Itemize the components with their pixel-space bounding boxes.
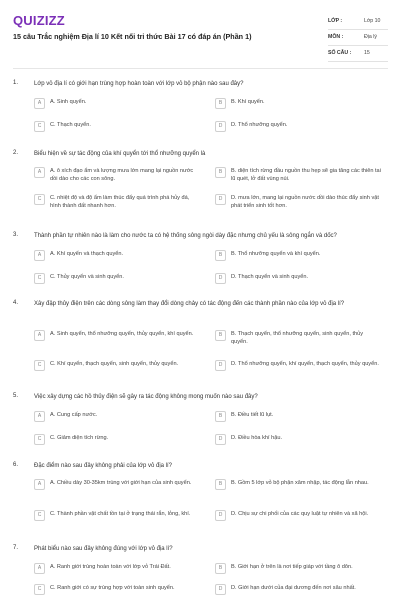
question-number: 5. bbox=[13, 393, 19, 399]
option-text: D. Giới hạn dưới của đại dương đến nơi sâu nhất. bbox=[231, 585, 356, 591]
option-letter: D bbox=[215, 584, 226, 595]
question-text: Biểu hiện về sự tác động của khí quyển tới thổ nhưỡng quyển là bbox=[34, 151, 206, 157]
meta-row-subject bbox=[328, 30, 388, 46]
option-letter: A bbox=[34, 250, 45, 261]
meta-row-class bbox=[328, 14, 388, 30]
option-letter: C bbox=[34, 510, 45, 521]
option-text: B. Khí quyển. bbox=[231, 99, 265, 105]
option-text: A. ô xích đạo ẩm và lượng mưa lớn mang lại nguồn nước dồi dào cho các con sông. bbox=[50, 168, 194, 182]
option-text: C. Giảm diện tích rừng. bbox=[50, 435, 109, 441]
option-letter: C bbox=[34, 434, 45, 445]
option-text: A. Sinh quyển. bbox=[50, 99, 87, 105]
option-text: A. Khí quyển và thạch quyển. bbox=[50, 251, 124, 257]
header-divider bbox=[13, 68, 388, 69]
option-letter: B bbox=[215, 250, 226, 261]
option-text: C. Thành phần vật chất tồn tại ở trạng thái rắn, lỏng, khí. bbox=[50, 511, 191, 517]
option-letter: A bbox=[34, 563, 45, 574]
option-letter: B bbox=[215, 563, 226, 574]
meta-label: MÔN : bbox=[328, 34, 344, 40]
option-text: D. Chịu sự chi phối của các quy luật tự nhiên và xã hội. bbox=[231, 511, 369, 517]
option-text: D. Thạch quyển và sinh quyển. bbox=[231, 274, 309, 280]
option-text: A. Sinh quyển, thổ nhưỡng quyển, thủy quyển, khí quyển. bbox=[50, 331, 194, 337]
option-text: B. Thổ nhưỡng quyển và khí quyển. bbox=[231, 251, 321, 257]
option-letter: B bbox=[215, 167, 226, 178]
question-number: 3. bbox=[13, 232, 19, 238]
question-text: Xây đập thủy điện trên các dòng sông làm thay đổi dòng chảy có tác động đến các thành phần nào của lớp vỏ địa lí? bbox=[34, 301, 345, 307]
option-letter: B bbox=[215, 411, 226, 422]
question-number: 4. bbox=[13, 300, 19, 306]
meta-label: LỚP : bbox=[328, 18, 343, 24]
question-number: 6. bbox=[13, 462, 19, 468]
option-text: C. nhiệt độ và độ ẩm làm thúc đẩy quá trình phá hủy đá, hình thành đất nhanh hơn. bbox=[50, 195, 190, 209]
option-text: D. Điều hòa khí hậu. bbox=[231, 435, 282, 441]
option-text: D. Thổ nhưỡng quyển. bbox=[231, 122, 288, 128]
option-letter: A bbox=[34, 411, 45, 422]
option-letter: A bbox=[34, 167, 45, 178]
option-text: C. Thạch quyển. bbox=[50, 122, 91, 128]
meta-value: Địa lý bbox=[364, 34, 377, 40]
question-text: Phát biểu nào sau đây không đúng với lớp vỏ địa lí? bbox=[34, 546, 173, 552]
option-letter: A bbox=[34, 479, 45, 490]
option-letter: B bbox=[215, 98, 226, 109]
quiz-meta bbox=[328, 14, 388, 62]
option-letter: C bbox=[34, 121, 45, 132]
question-text: Đặc điểm nào sau đây không phải của lớp vỏ địa lí? bbox=[34, 463, 173, 469]
option-letter: B bbox=[215, 479, 226, 490]
option-text: B. diện tích rừng đầu nguồn thu hẹp sẽ gia tăng các thiên tai lũ quét, lở đất vùng núi. bbox=[231, 168, 381, 182]
question-text: Thành phần tự nhiên nào là làm cho nước ta có hệ thống sông ngòi dày đặc nhưng chủ yếu là sông ngắn và dốc? bbox=[34, 233, 337, 239]
question-number: 7. bbox=[13, 545, 19, 551]
option-letter: D bbox=[215, 434, 226, 445]
option-letter: C bbox=[34, 273, 45, 284]
question-number: 1. bbox=[13, 80, 19, 86]
question-number: 2. bbox=[13, 150, 19, 156]
option-text: C. Khí quyển, thạch quyển, sinh quyển, thủy quyển. bbox=[50, 361, 179, 367]
meta-value: 15 bbox=[364, 50, 370, 56]
option-text: C. Ranh giới có sự trùng hợp với toàn sinh quyển. bbox=[50, 585, 175, 591]
meta-value: Lớp 10 bbox=[364, 18, 381, 24]
option-letter: D bbox=[215, 510, 226, 521]
option-text: B. Giới hạn ở trên là nơi tiếp giáp với tầng ô dôn. bbox=[231, 564, 353, 570]
option-text: A. Ranh giới trùng hoàn toàn với lớp vỏ Trái Đất. bbox=[50, 564, 171, 570]
option-letter: B bbox=[215, 330, 226, 341]
option-letter: D bbox=[215, 360, 226, 371]
quizizz-logo[interactable]: QUIZIZZ bbox=[13, 13, 65, 28]
option-letter: A bbox=[34, 98, 45, 109]
option-text: A. Chiều dày 30-35km trùng với giới hạn của sinh quyển. bbox=[50, 480, 192, 486]
option-text: A. Cung cấp nước. bbox=[50, 412, 98, 418]
question-text: Việc xây dựng các hồ thủy điện sẽ gây ra tác động không mong muốn nào sau đây? bbox=[34, 394, 258, 400]
option-letter: C bbox=[34, 584, 45, 595]
option-letter: C bbox=[34, 194, 45, 205]
option-letter: D bbox=[215, 273, 226, 284]
option-text: D. Thổ nhưỡng quyển, khí quyển, thạch quyển, thủy quyển. bbox=[231, 361, 379, 367]
option-text: B. Gồm 5 lớp vỏ bộ phận xâm nhập, tác động lẫn nhau. bbox=[231, 480, 369, 486]
page-header bbox=[0, 0, 400, 70]
meta-label: SỐ CÂU : bbox=[328, 50, 352, 56]
option-text: B. Điều tiết lũ lụt. bbox=[231, 412, 274, 418]
option-text: B. Thạch quyển, thổ nhưỡng quyển, sinh quyển, thủy quyển. bbox=[231, 331, 364, 345]
question-text: Lớp vỏ địa lí có giới hạn trùng hợp hoàn toàn với lớp vỏ bộ phận nào sau đây? bbox=[34, 81, 244, 87]
option-letter: D bbox=[215, 121, 226, 132]
option-text: D. mưa lớn, mang lại nguồn nước dồi dào thúc đẩy sinh vật phát triển sinh tốt hơn. bbox=[231, 195, 379, 209]
option-letter: A bbox=[34, 330, 45, 341]
option-letter: C bbox=[34, 360, 45, 371]
option-letter: D bbox=[215, 194, 226, 205]
page-title: 15 câu Trắc nghiệm Địa lí 10 Kết nối tri thức Bài 17 có đáp án (Phần 1) bbox=[13, 32, 252, 41]
meta-row-count bbox=[328, 46, 388, 62]
option-text: C. Thủy quyển và sinh quyển. bbox=[50, 274, 124, 280]
